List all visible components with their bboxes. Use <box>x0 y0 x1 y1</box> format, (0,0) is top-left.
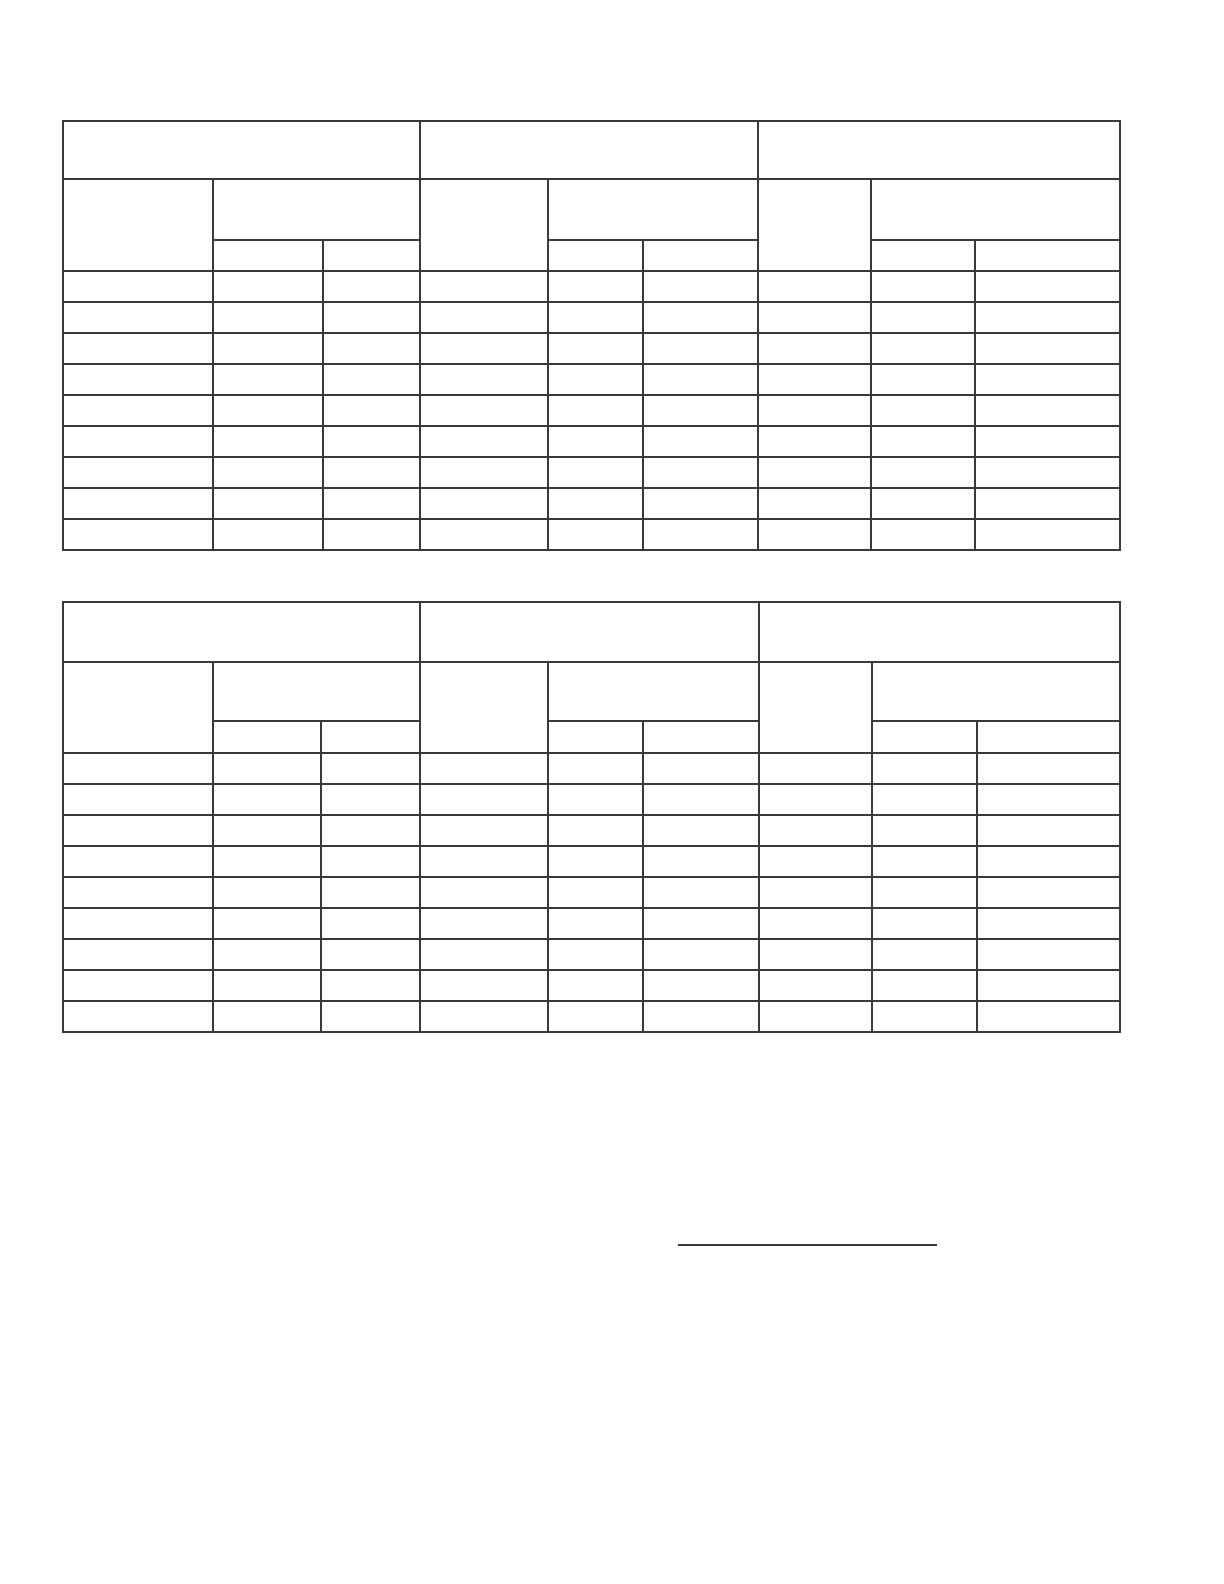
table-cell <box>977 846 1120 877</box>
table-cell <box>975 333 1120 364</box>
table-cell <box>977 877 1120 908</box>
table-cell <box>63 395 213 426</box>
table-cell <box>213 302 323 333</box>
table-cell <box>548 395 643 426</box>
header-cell <box>975 240 1120 271</box>
table-cell <box>643 753 759 784</box>
header-cell <box>321 721 420 753</box>
table-cell <box>758 395 871 426</box>
table-cell <box>548 426 643 457</box>
table-cell <box>759 970 872 1001</box>
table-cell <box>63 908 213 939</box>
table-cell <box>759 784 872 815</box>
table-cell <box>871 426 975 457</box>
table-cell <box>643 302 758 333</box>
table-cell <box>758 457 871 488</box>
table-cell <box>975 302 1120 333</box>
table-cell <box>643 815 759 846</box>
table-cell <box>548 302 643 333</box>
table-cell <box>548 970 643 1001</box>
table-cell <box>420 877 548 908</box>
table-cell <box>871 457 975 488</box>
table-cell <box>975 364 1120 395</box>
table-cell <box>321 815 420 846</box>
table-row <box>63 457 1120 488</box>
table-cell <box>420 908 548 939</box>
table-cell <box>213 877 321 908</box>
table-cell <box>643 457 758 488</box>
table-row <box>63 753 1120 784</box>
group-header-row <box>63 602 1120 662</box>
table-cell <box>213 364 323 395</box>
group-header-cell <box>63 602 420 662</box>
header-cell <box>758 179 871 271</box>
table-cell <box>420 1001 548 1032</box>
table-cell <box>871 488 975 519</box>
table-cell <box>323 519 420 550</box>
table-cell <box>323 395 420 426</box>
table-cell <box>213 488 323 519</box>
table-cell <box>758 333 871 364</box>
table-cell <box>872 784 977 815</box>
table-row <box>63 426 1120 457</box>
table-cell <box>420 426 548 457</box>
table-row <box>63 939 1120 970</box>
table-cell <box>213 426 323 457</box>
table-cell <box>213 333 323 364</box>
table-cell <box>323 364 420 395</box>
table-cell <box>548 846 643 877</box>
table-cell <box>643 970 759 1001</box>
table-cell <box>321 1001 420 1032</box>
table-cell <box>420 519 548 550</box>
header-cell <box>213 179 420 240</box>
table-row <box>63 815 1120 846</box>
table-row <box>63 271 1120 302</box>
header-cell <box>872 721 977 753</box>
table-cell <box>323 457 420 488</box>
table-cell <box>548 908 643 939</box>
table-cell <box>643 395 758 426</box>
table-cell <box>871 333 975 364</box>
table-row <box>63 488 1120 519</box>
table-cell <box>977 753 1120 784</box>
table-row <box>63 395 1120 426</box>
table-cell <box>63 333 213 364</box>
group-header-cell <box>759 602 1120 662</box>
table-cell <box>872 939 977 970</box>
table-cell <box>213 970 321 1001</box>
table-row <box>63 908 1120 939</box>
table-cell <box>643 1001 759 1032</box>
table-cell <box>321 908 420 939</box>
table-cell <box>643 939 759 970</box>
form-table-1 <box>62 120 1121 551</box>
table-cell <box>759 815 872 846</box>
table-cell <box>323 488 420 519</box>
table-cell <box>759 939 872 970</box>
table-cell <box>63 753 213 784</box>
table-row <box>63 877 1120 908</box>
table-cell <box>548 784 643 815</box>
table-cell <box>420 970 548 1001</box>
table-cell <box>420 784 548 815</box>
table-cell <box>63 302 213 333</box>
table-cell <box>321 939 420 970</box>
header-cell <box>871 179 1120 240</box>
table-cell <box>548 364 643 395</box>
header-cell <box>213 662 420 721</box>
header-cell <box>548 721 643 753</box>
table-cell <box>548 457 643 488</box>
table-cell <box>759 1001 872 1032</box>
table-cell <box>758 426 871 457</box>
table-cell <box>321 753 420 784</box>
header-cell <box>323 240 420 271</box>
table-cell <box>420 395 548 426</box>
table-cell <box>975 457 1120 488</box>
table-cell <box>643 784 759 815</box>
group-header-cell <box>758 121 1120 179</box>
table-cell <box>213 753 321 784</box>
table-cell <box>213 939 321 970</box>
table-cell <box>420 271 548 302</box>
table-cell <box>63 784 213 815</box>
table-cell <box>213 271 323 302</box>
table-cell <box>63 846 213 877</box>
table-cell <box>63 271 213 302</box>
table-cell <box>321 970 420 1001</box>
table-cell <box>758 364 871 395</box>
form-table-2 <box>62 601 1121 1033</box>
table-cell <box>323 333 420 364</box>
table-cell <box>977 970 1120 1001</box>
table-cell <box>213 815 321 846</box>
table-cell <box>213 395 323 426</box>
subheader-row <box>63 179 1120 240</box>
table-cell <box>63 970 213 1001</box>
table-cell <box>871 364 975 395</box>
table-cell <box>872 846 977 877</box>
group-header-cell <box>63 121 420 179</box>
table-cell <box>643 846 759 877</box>
header-cell <box>548 240 643 271</box>
subheader-row <box>63 662 1120 721</box>
table-cell <box>872 970 977 1001</box>
table-cell <box>643 488 758 519</box>
table-cell <box>420 302 548 333</box>
header-cell <box>63 662 213 753</box>
header-cell <box>63 179 213 271</box>
table-cell <box>758 271 871 302</box>
table-cell <box>323 302 420 333</box>
table-cell <box>643 877 759 908</box>
table-cell <box>213 457 323 488</box>
table-cell <box>63 519 213 550</box>
table-cell <box>548 1001 643 1032</box>
table-cell <box>975 488 1120 519</box>
header-cell <box>871 240 975 271</box>
table-cell <box>321 877 420 908</box>
table-row <box>63 519 1120 550</box>
table-cell <box>321 784 420 815</box>
table-cell <box>871 271 975 302</box>
table-row <box>63 333 1120 364</box>
table-cell <box>63 457 213 488</box>
table-cell <box>872 815 977 846</box>
table-cell <box>871 395 975 426</box>
header-cell <box>548 662 759 721</box>
table-cell <box>759 753 872 784</box>
group-header-row <box>63 121 1120 179</box>
table-cell <box>213 908 321 939</box>
table-cell <box>759 877 872 908</box>
table-cell <box>213 784 321 815</box>
table-cell <box>213 519 323 550</box>
table-cell <box>63 939 213 970</box>
table-cell <box>643 908 759 939</box>
header-cell <box>759 662 872 753</box>
table-cell <box>213 846 321 877</box>
table-cell <box>872 753 977 784</box>
table-cell <box>758 519 871 550</box>
column-header-row <box>63 240 1120 271</box>
table-cell <box>759 908 872 939</box>
table-row <box>63 846 1120 877</box>
table-cell <box>977 1001 1120 1032</box>
table-row <box>63 364 1120 395</box>
table-cell <box>548 753 643 784</box>
table-cell <box>63 364 213 395</box>
table-cell <box>643 271 758 302</box>
header-cell <box>420 662 548 753</box>
column-header-row <box>63 721 1120 753</box>
table-row <box>63 784 1120 815</box>
table-cell <box>63 815 213 846</box>
table-row <box>63 302 1120 333</box>
group-header-cell <box>420 121 758 179</box>
table-cell <box>548 271 643 302</box>
table-cell <box>63 426 213 457</box>
table-cell <box>548 488 643 519</box>
table-cell <box>323 271 420 302</box>
table-cell <box>420 364 548 395</box>
table-row <box>63 1001 1120 1032</box>
header-cell <box>420 179 548 271</box>
table-cell <box>643 519 758 550</box>
table-cell <box>548 333 643 364</box>
table-cell <box>759 846 872 877</box>
table-cell <box>643 364 758 395</box>
signature-line <box>678 1244 937 1246</box>
table-cell <box>63 1001 213 1032</box>
table-cell <box>548 877 643 908</box>
table-cell <box>871 302 975 333</box>
table-cell <box>872 1001 977 1032</box>
table-cell <box>975 519 1120 550</box>
table-cell <box>420 846 548 877</box>
table-cell <box>643 333 758 364</box>
table-cell <box>758 302 871 333</box>
header-cell <box>548 179 758 240</box>
header-cell <box>213 721 321 753</box>
table-cell <box>977 784 1120 815</box>
table-cell <box>975 426 1120 457</box>
table-cell <box>63 877 213 908</box>
header-cell <box>643 721 759 753</box>
table-cell <box>548 519 643 550</box>
table-cell <box>548 815 643 846</box>
table-cell <box>420 753 548 784</box>
table-cell <box>420 488 548 519</box>
header-cell <box>213 240 323 271</box>
table-cell <box>420 939 548 970</box>
table-cell <box>63 488 213 519</box>
table-cell <box>758 488 871 519</box>
table-cell <box>321 846 420 877</box>
header-cell <box>872 662 1120 721</box>
header-cell <box>643 240 758 271</box>
table-cell <box>975 395 1120 426</box>
table-cell <box>548 939 643 970</box>
table-cell <box>323 426 420 457</box>
table-row <box>63 970 1120 1001</box>
table-cell <box>977 939 1120 970</box>
group-header-cell <box>420 602 759 662</box>
table-cell <box>643 426 758 457</box>
table-cell <box>872 908 977 939</box>
table-cell <box>975 271 1120 302</box>
table-cell <box>871 519 975 550</box>
table-cell <box>977 815 1120 846</box>
table-cell <box>977 908 1120 939</box>
header-cell <box>977 721 1120 753</box>
table-cell <box>420 815 548 846</box>
table-cell <box>420 333 548 364</box>
table-cell <box>213 1001 321 1032</box>
table-cell <box>872 877 977 908</box>
table-cell <box>420 457 548 488</box>
